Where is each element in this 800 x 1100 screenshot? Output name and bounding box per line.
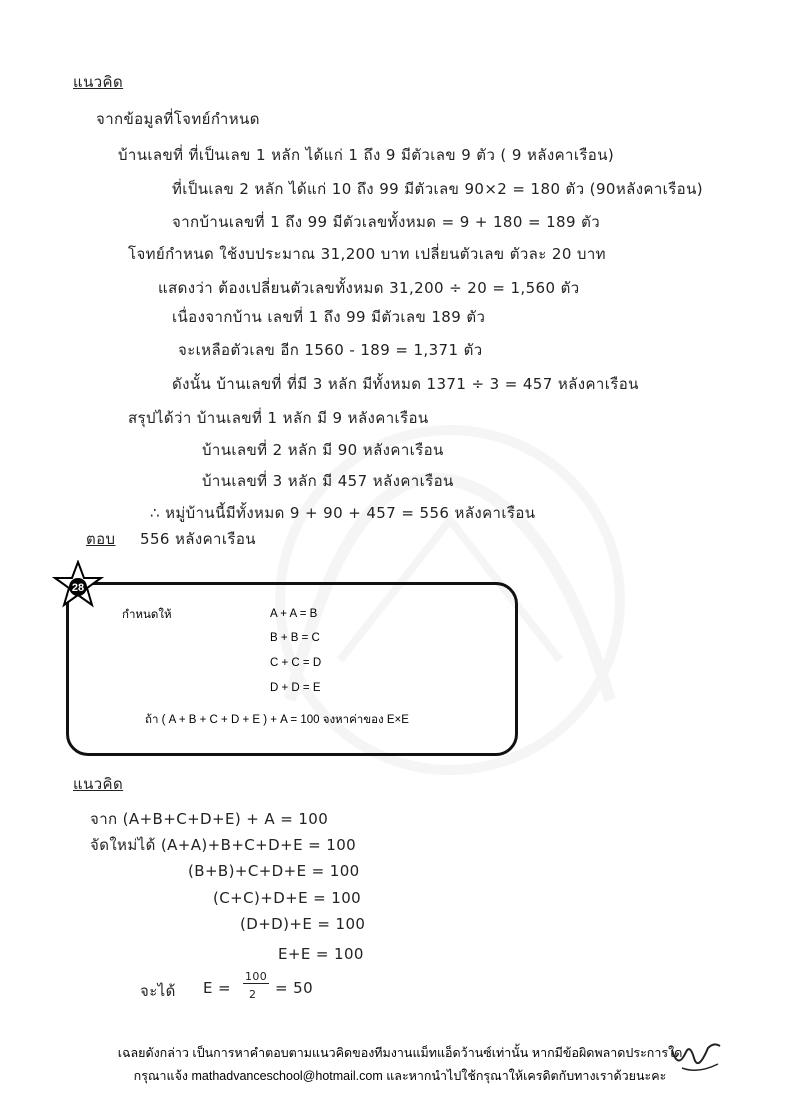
- solution-heading: แนวคิด: [73, 73, 124, 91]
- solution-line: E+E = 100: [278, 945, 364, 963]
- solution-line: จากข้อมูลที่โจทย์กำหนด: [96, 110, 260, 128]
- solution-line: แสดงว่า ต้องเปลี่ยนตัวเลขทั้งหมด 31,200 ÷ 20 = 1,560 ตัว: [158, 279, 580, 297]
- solution-line: บ้านเลขที่ ที่เป็นเลข 1 หลัก ได้แก่ 1 ถึง 9 มีตัวเลข 9 ตัว ( 9 หลังคาเรือน): [118, 146, 615, 164]
- equation: D + D = E: [270, 682, 321, 694]
- given-label: กำหนดให้: [122, 609, 172, 621]
- answer-label: ตอบ: [86, 530, 116, 548]
- question-number: 28: [71, 582, 85, 594]
- question-condition: ถ้า ( A + B + C + D + E ) + A = 100 จงหาค่าของ E×E: [145, 714, 409, 726]
- solution-line: (B+B)+C+D+E = 100: [188, 862, 360, 880]
- star-icon: [52, 560, 104, 612]
- solution-line: จากบ้านเลขที่ 1 ถึง 99 มีตัวเลขทั้งหมด = 9 + 180 = 189 ตัว: [172, 213, 601, 231]
- solution-line: จาก (A+B+C+D+E) + A = 100: [90, 810, 329, 828]
- solution-heading: แนวคิด: [73, 775, 124, 793]
- solution-line: บ้านเลขที่ 2 หลัก มี 90 หลังคาเรือน: [202, 441, 444, 459]
- result-label: จะได้: [140, 982, 176, 1000]
- solution-line: สรุปได้ว่า บ้านเลขที่ 1 หลัก มี 9 หลังคาเรือน: [128, 409, 429, 427]
- result-lhs: E =: [203, 979, 232, 997]
- signature-icon: [668, 1038, 726, 1078]
- solution-line: (D+D)+E = 100: [240, 915, 366, 933]
- equation: C + C = D: [270, 657, 322, 669]
- solution-line: จะเหลือตัวเลข อีก 1560 - 189 = 1,371 ตัว: [178, 341, 483, 359]
- solution-line: จัดใหม่ได้ (A+A)+B+C+D+E = 100: [90, 836, 357, 854]
- fraction-denominator: 2: [249, 988, 257, 1001]
- fraction-numerator: 100: [245, 970, 268, 983]
- solution-line: ที่เป็นเลข 2 หลัก ได้แก่ 10 ถึง 99 มีตัวเลข 90×2 = 180 ตัว (90หลังคาเรือน): [172, 180, 703, 198]
- result-rhs: = 50: [275, 979, 314, 997]
- solution-line: (C+C)+D+E = 100: [213, 889, 362, 907]
- equation: A + A = B: [270, 608, 318, 620]
- footer-disclaimer: เฉลยดังกล่าว เป็นการหาคำตอบตามแนวคิดของทีมงานแม็ทแอ็ดว้านซ์เท่านั้น หากมีข้อผิดพลาดประการใด: [117, 1046, 683, 1060]
- solution-line: บ้านเลขที่ 3 หลัก มี 457 หลังคาเรือน: [202, 472, 454, 490]
- footer-contact: กรุณาแจ้ง mathadvanceschool@hotmail.com และหากนำไปใช้กรุณาให้เครดิตกับทางเราด้วยนะคะ: [133, 1069, 667, 1083]
- solution-line: ดังนั้น บ้านเลขที่ ที่มี 3 หลัก มีทั้งหมด 1371 ÷ 3 = 457 หลังคาเรือน: [172, 375, 639, 393]
- solution-line: เนื่องจากบ้าน เลขที่ 1 ถึง 99 มีตัวเลข 189 ตัว: [172, 308, 486, 326]
- answer-text: 556 หลังคาเรือน: [140, 530, 256, 548]
- equation: B + B = C: [270, 632, 320, 644]
- solution-line: ∴ หมู่บ้านนี้มีทั้งหมด 9 + 90 + 457 = 556 หลังคาเรือน: [150, 504, 536, 522]
- solution-line: โจทย์กำหนด ใช้งบประมาณ 31,200 บาท เปลี่ยนตัวเลข ตัวละ 20 บาท: [128, 245, 606, 263]
